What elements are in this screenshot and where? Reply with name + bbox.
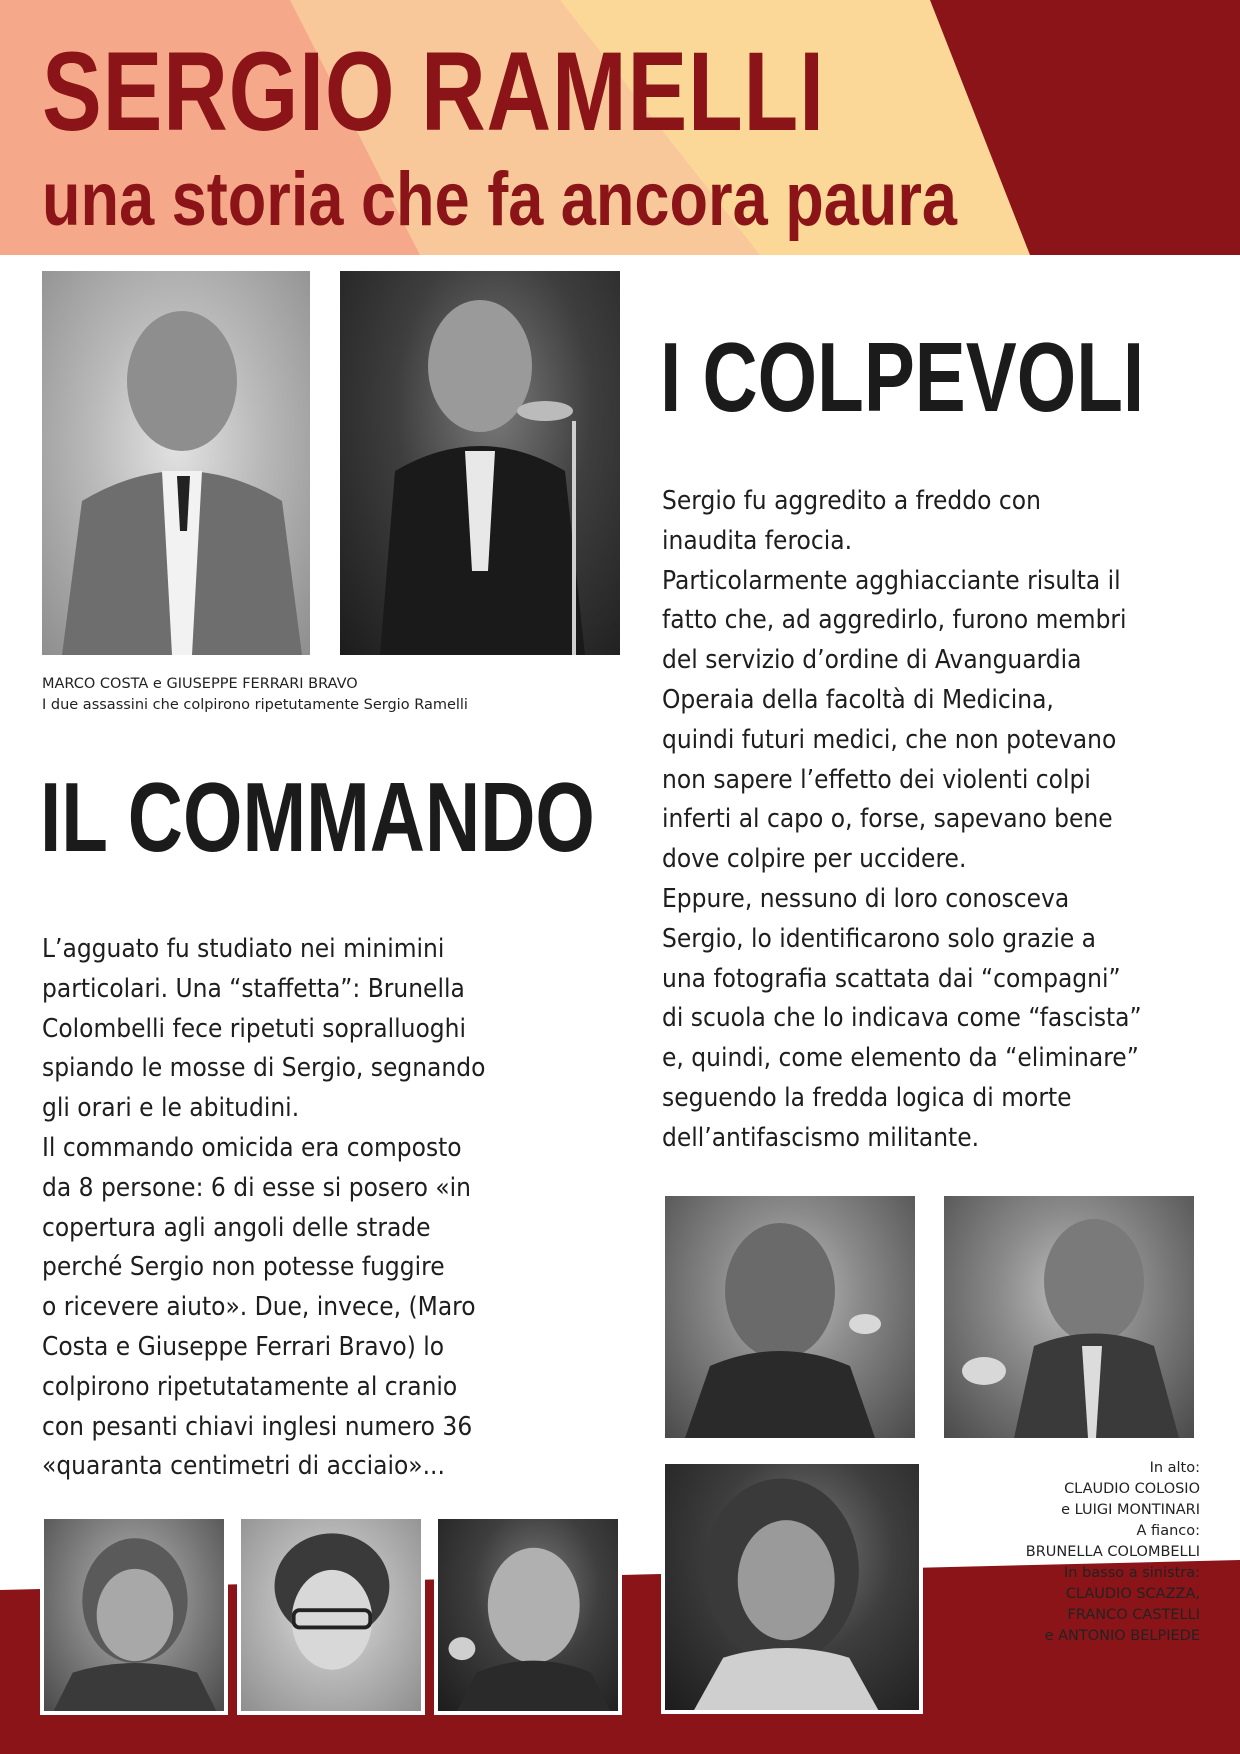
text-line: Costa e Giuseppe Ferrari Bravo) lo [42,1331,445,1362]
portrait-silhouette-icon [438,1519,618,1711]
commando-body-text [42,930,602,1487]
heading-i-colpevoli: I COLPEVOLI [660,322,1145,432]
portrait-silhouette-icon [241,1519,421,1711]
right-photo-caption [960,1458,1200,1647]
text-line: fatto che, ad aggredirlo, furono membri [662,605,1127,636]
caption-line: e ANTONIO BELPIEDE [1044,1628,1200,1644]
text-line: da 8 persone: 6 di esse si posero «in [42,1172,472,1203]
caption-line: In basso a sinistra: [1063,1565,1200,1581]
text-line: Operaia della facoltà di Medicina, [662,684,1054,715]
caption-line: BRUNELLA COLOMBELLI [1025,1544,1200,1560]
text-line: Eppure, nessuno di loro conosceva [662,883,1070,914]
portrait-silhouette-icon [665,1464,919,1710]
text-line: Il commando omicida era composto [42,1132,462,1163]
portrait-silhouette-icon [44,1519,224,1711]
photo-luigi-montinari [944,1196,1194,1438]
text-line: inaudita ferocia. [662,525,853,556]
page-subtitle: una storia che fa ancora paura [42,157,957,242]
text-line: Sergio fu aggredito a freddo con [662,486,1041,516]
text-line: del servizio d’ordine di Avanguardia [662,645,1082,676]
text-line: gli orari e le abitudini. [42,1093,300,1124]
heading-il-commando: IL COMMANDO [40,762,595,872]
portrait-silhouette-icon [340,271,620,655]
colpevoli-body-text [662,482,1222,1159]
text-line: dell’antifascismo militante. [662,1122,980,1153]
caption-line: CLAUDIO COLOSIO [1064,1481,1200,1497]
photo-antonio-belpiede [434,1515,622,1715]
text-line: Sergio, lo identificarono solo grazie a [662,923,1097,954]
text-line: seguendo la fredda logica di morte [662,1082,1072,1113]
text-line: quindi futuri medici, che non potevano [662,724,1117,755]
text-line: colpirono ripetutatamente al cranio [42,1371,458,1402]
photo-giuseppe-ferrari-bravo [340,271,620,655]
text-line: una fotografia scattata dai “compagni” [662,963,1121,994]
text-line: L’agguato fu studiato nei minimini [42,934,445,964]
text-line: inferti al capo o, forse, sapevano bene [662,804,1113,835]
text-line: copertura agli angoli delle strade [42,1212,431,1243]
text-line: dove colpire per uccidere. [662,844,967,875]
photo-claudio-scazza [40,1515,228,1715]
text-line: «quaranta centimetri di acciaio»... [42,1451,445,1482]
caption-line: FRANCO CASTELLI [1067,1607,1200,1623]
portrait-silhouette-icon [665,1196,915,1438]
text-line: di scuola che lo indicava come “fascista” [662,1003,1142,1034]
photo-claudio-colosio [665,1196,915,1438]
photo-marco-costa [42,271,310,655]
text-line: o ricevere aiuto». Due, invece, (Maro [42,1292,476,1323]
header-banner [0,0,1240,255]
caption-line: MARCO COSTA e GIUSEPPE FERRARI BRAVO [42,676,358,692]
text-line: particolari. Una “staffetta”: Brunella [42,973,465,1004]
text-line: Colombelli fece ripetuti sopralluoghi [42,1013,466,1044]
caption-line: CLAUDIO SCAZZA, [1065,1586,1200,1602]
portrait-silhouette-icon [42,271,310,655]
caption-line: e LUIGI MONTINARI [1061,1502,1200,1518]
top-photo-caption [42,674,602,716]
caption-line: I due assassini che colpirono ripetutamente Sergio Ramelli [42,697,468,713]
text-line: spiando le mosse di Sergio, segnando [42,1053,486,1084]
text-line: perché Sergio non potesse fuggire [42,1252,445,1283]
page-title: SERGIO RAMELLI [42,29,825,154]
text-line: e, quindi, come elemento da “eliminare” [662,1043,1139,1074]
caption-line: A fianco: [1136,1523,1200,1539]
photo-franco-castelli [237,1515,425,1715]
caption-line: In alto: [1149,1460,1200,1476]
text-line: non sapere l’effetto dei violenti colpi [662,764,1091,795]
portrait-silhouette-icon [944,1196,1194,1438]
photo-brunella-colombelli [661,1460,923,1714]
text-line: con pesanti chiavi inglesi numero 36 [42,1411,473,1442]
text-line: Particolarmente agghiacciante risulta il [662,565,1121,596]
